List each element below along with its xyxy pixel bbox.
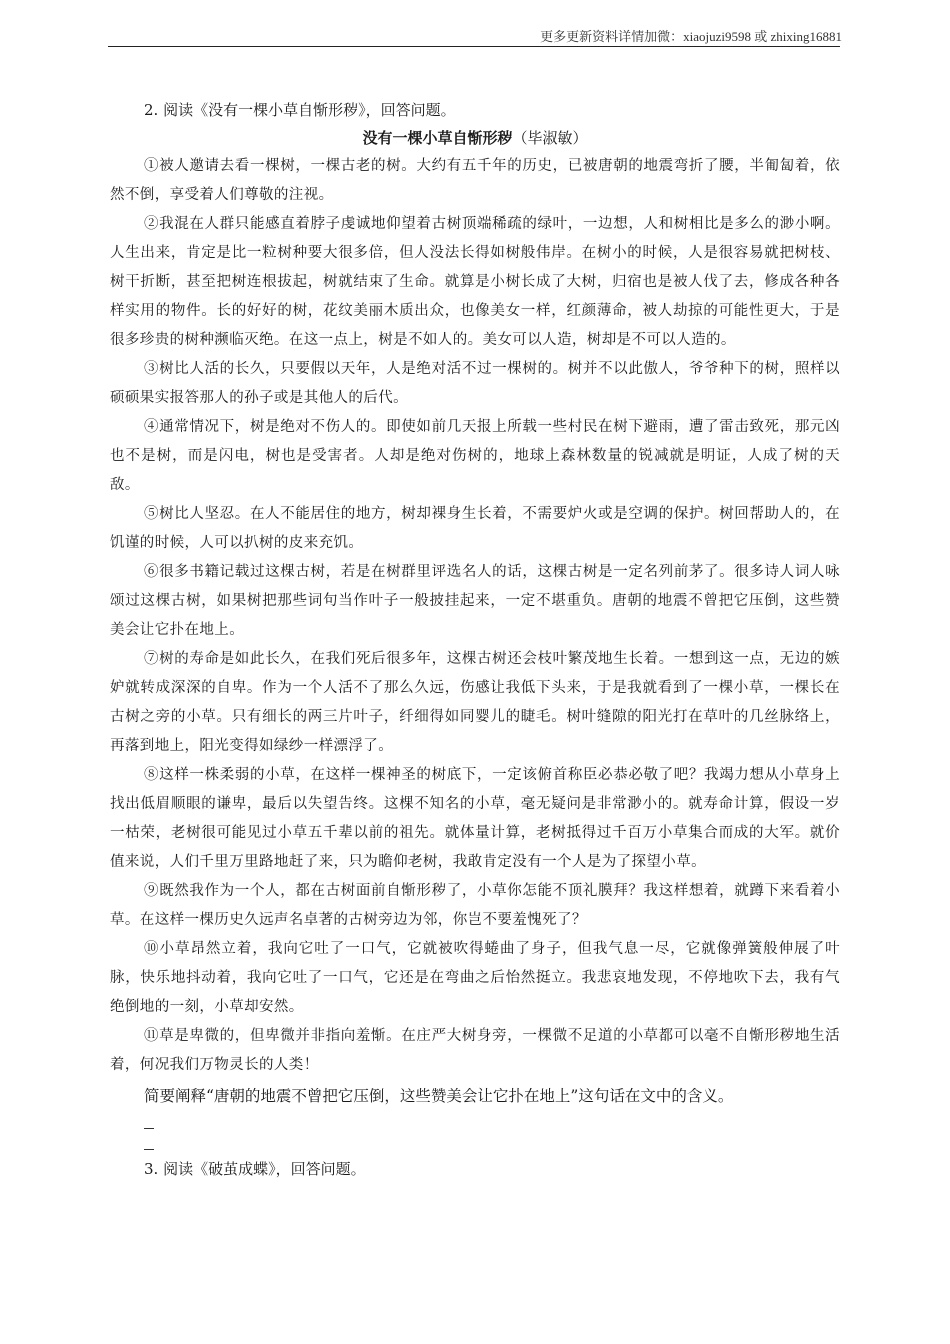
paragraph-5: ⑤树比人坚忍。在人不能居住的地方，树却裸身生长着，不需要炉火或是空调的保护。树回帮助人的，在饥谨的时候，人可以扒树的皮来充饥。 <box>110 506 840 551</box>
answer-blank-1[interactable] <box>144 1114 154 1129</box>
question-3-heading: 3. 阅读《破茧成蝶》，回答问题。 <box>144 1160 366 1178</box>
article-author: （毕淑敏） <box>512 129 588 147</box>
article-title: 没有一棵小草自惭形秽 <box>362 129 513 147</box>
paragraph-3: ③树比人活的长久，只要假以天年，人是绝对活不过一棵树的。树并不以此傲人，爷爷种下的树，照样以硕硕果实报答那人的孙子或是其他人的后代。 <box>110 361 840 406</box>
header-divider <box>108 46 840 47</box>
paragraph-4: ④通常情况下，树是绝对不伤人的。即使如前几天报上所载一些村民在树下避雨，遭了雷击致死，那元凶也不是树，而是闪电，树也是受害者。人却是绝对伤树的，地球上森林数量的锐减就是明证，人成了树的天敌。 <box>110 419 840 493</box>
paragraph-11: ⑪草是卑微的，但卑微并非指向羞惭。在庄严大树身旁，一棵微不足道的小草都可以毫不自惭形秽地生活着，何况我们万物灵长的人类！ <box>110 1028 840 1073</box>
paragraph-6: ⑥很多书籍记载过这棵古树，若是在树群里评选名人的话，这棵古树是一定名列前茅了。很多诗人词人咏颂过这棵古树，如果树把那些词句当作叶子一般披挂起来，一定不堪重负。唐朝的地震不曾把它压倒，这些赞美会让它扑在地上。 <box>110 564 840 638</box>
paragraph-10: ⑩小草昂然立着，我向它吐了一口气，它就被吹得蜷曲了身子，但我气息一尽，它就像弹簧般伸展了叶脉，快乐地抖动着，我向它吐了一口气，它还是在弯曲之后怡然挺立。我悲哀地发现，不停地吹下去，我有气绝倒地的一刻，小草却安然。 <box>110 941 840 1015</box>
article-title-line <box>110 126 840 150</box>
page-header <box>108 26 842 45</box>
paragraph-2: ②我混在人群只能感直着脖子虔诚地仰望着古树顶端稀疏的绿叶，一边想，人和树相比是多么的渺小啊。人生出来，肯定是比一粒树种要大很多倍，但人没法长得如树般伟岸。在树小的时候，人是很容易就把树枝、树干折断，甚至把树连根拔起，树就结束了生命。就算是小树长成了大树，归宿也是被人伐了去，修成各种各样实用的物件。长的好好的树，花纹美丽木质出众，也像美女一样，红颜薄命，被人劫掠的可能性更大，于是很多珍贵的树种濒临灭绝。在这一点上，树是不如人的。美女可以人造，树却是不可以人造的。 <box>110 216 840 348</box>
answer-blank-2[interactable] <box>144 1135 154 1150</box>
paragraph-9: ⑨既然我作为一个人，都在古树面前自惭形秽了，小草你怎能不顶礼膜拜？我这样想着，就蹲下来看着小草。在这样一棵历史久远声名卓著的古树旁边为邻，你岂不要羞愧死了？ <box>110 883 840 928</box>
document-body <box>110 98 840 1182</box>
header-contact-text: 更多更新资料详情加微：xiaojuzi9598 或 zhixing16881 <box>540 29 842 44</box>
paragraph-7: ⑦树的寿命是如此长久，在我们死后很多年，这棵古树还会枝叶繁茂地生长着。一想到这一点，无边的嫉妒就转成深深的自卑。作为一个人活不了那么久远，伤感让我低下头来，于是我就看到了一棵小草，一棵长在古树之旁的小草。只有细长的两三片叶子，纤细得如同婴儿的睫毛。树叶缝隙的阳光打在草叶的几丝脉络上，再落到地上，阳光变得如绿纱一样漂浮了。 <box>110 651 840 754</box>
paragraph-1: ①被人邀请去看一棵树，一棵古老的树。大约有五千年的历史，已被唐朝的地震弯折了腰，半匍匐着，依然不倒，享受着人们尊敬的注视。 <box>110 158 840 203</box>
question-2-heading: 2. 阅读《没有一棵小草自惭形秽》，回答问题。 <box>144 101 456 119</box>
paragraph-8: ⑧这样一株柔弱的小草，在这样一棵神圣的树底下，一定该俯首称臣必恭必敬了吧？我竭力想从小草身上找出低眉顺眼的谦卑，最后以失望告终。这棵不知名的小草，毫无疑问是非常渺小的。就寿命计算，假设一岁一枯荣，老树很可能见过小草五千辈以前的祖先。就体量计算，老树抵得过千百万小草集合而成的大军。就价值来说，人们千里万里路地赶了来，只为瞻仰老树，我敢肯定没有一个人是为了探望小草。 <box>110 767 840 870</box>
question-prompt: 简要阐释“唐朝的地震不曾把它压倒，这些赞美会让它扑在地上”这句话在文中的含义。 <box>144 1087 734 1105</box>
